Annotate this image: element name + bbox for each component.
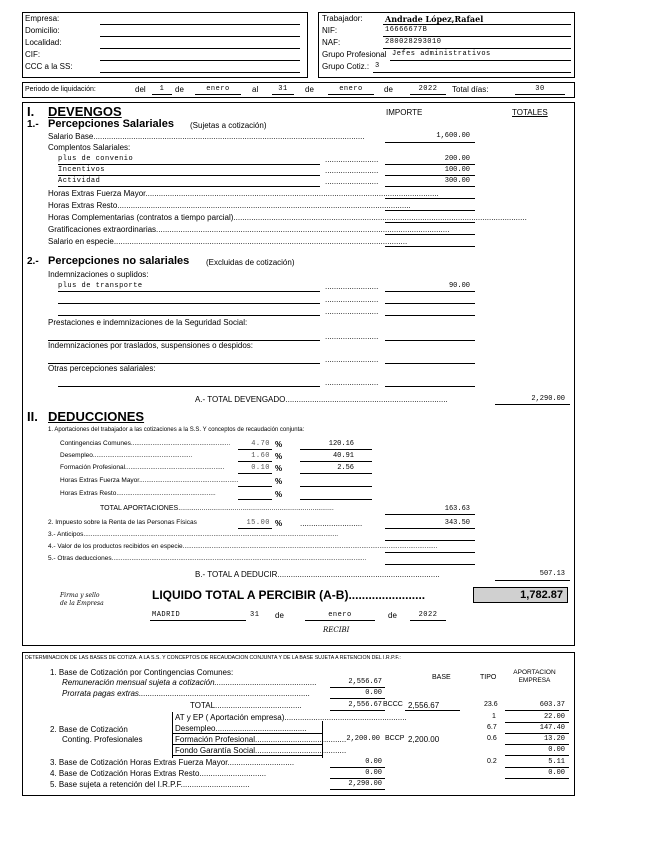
aportacion-pct: 0.10 (251, 464, 270, 472)
especie-label: 4.- Valor de los productos recibidos en especie............................................................................................................................................. (48, 543, 438, 550)
s1-title: Percepciones Salariales (48, 118, 174, 130)
irpf-label: 2. Impuesto sobre la Renta de las Personas Físicas (48, 519, 197, 526)
b2-item: AT y EP ( Aportación empresa)....................................................... (175, 713, 407, 722)
devengo-item: Salario en especie.................................................................................................................................... (48, 237, 408, 246)
indemn-label: Indemnizaciones o suplidos: (48, 270, 149, 279)
s2-sub: (Excluidas de cotización) (206, 258, 295, 267)
date-day: 31 (250, 611, 260, 619)
s2-num: 2.- (27, 256, 39, 267)
b3-label: 3. Base de Cotización Horas Extras Fuerza Mayor.............................. (50, 758, 295, 767)
date-de: de (275, 611, 284, 620)
irpf-value: 343.50 (444, 519, 470, 527)
b2-tipo: 6.7 (487, 724, 497, 731)
bccc-label: BCCC (383, 701, 403, 708)
b4-label: 4. Base de Cotización Horas Extras Resto.............................. (50, 769, 267, 778)
rem-label: Remuneración mensual sujeta a cotización.............................................. (62, 678, 317, 687)
bccc-aport: 603.37 (539, 701, 565, 709)
period-year: 2022 (418, 85, 438, 93)
aportacion-pct: 1.60 (251, 452, 270, 460)
recibi-label: RECIBI (323, 626, 350, 634)
totales-header: TOTALES (512, 108, 548, 117)
importe-header: IMPORTE (386, 108, 423, 117)
col-base: BASE (432, 674, 451, 681)
company-label: CCC a la SS: (25, 62, 73, 71)
liquido-value: 1,782.87 (473, 587, 568, 603)
total-bases-value: 2,556.67 (348, 701, 382, 709)
pct-sign: % (275, 519, 283, 528)
rem-value: 2,556.67 (348, 678, 382, 686)
b1-label: 1. Base de Cotización por Contingencias Comunes: (50, 668, 234, 677)
b2-tipo: 0.6 (487, 735, 497, 742)
firma-label: de la Empresa (60, 600, 104, 607)
trabajador-label: Trabajador: (322, 14, 363, 23)
pct-sign: % (275, 490, 283, 499)
company-label: Localidad: (25, 38, 62, 47)
col-aport: APORTACION (513, 669, 556, 676)
s1-sub: (Sujetas a cotización) (190, 121, 267, 130)
b2-item: Desempleo......................................... (175, 724, 307, 733)
grupo-cotiz-value: 3 (375, 62, 380, 70)
prorrata-value: 0.00 (365, 689, 382, 697)
b4-value: 0.00 (365, 769, 382, 777)
bccp-label: BCCP (385, 735, 405, 742)
complemento-label: Incentivos (58, 166, 106, 174)
devengo-item: Horas Complementarias (contratos a tiempo parcial).................................................................................................................................... (48, 213, 527, 222)
prestaciones-label: Prestaciones e indemnizaciones de la Seguridad Social: (48, 318, 248, 327)
complemento-value: 300.00 (444, 177, 470, 185)
b2-aport: 13.20 (543, 735, 565, 743)
anticipos-label: 3.- Anticipos............................................................................................................................................. (48, 531, 339, 538)
b4-aport: 0.00 (548, 769, 565, 777)
b2-aport: 147.40 (539, 724, 565, 732)
s2-title: Percepciones no salariales (48, 255, 190, 267)
b2-value: 2,200.00 (346, 735, 380, 743)
prorrata-label: Prorrata pagas extras............................................................................. (62, 689, 311, 698)
b2-label: 2. Base de Cotización (50, 725, 128, 734)
indemn-item: plus de transporte (58, 282, 143, 290)
total-aportaciones-value: 163.63 (444, 505, 470, 513)
aportacion-pct: 4.70 (251, 440, 270, 448)
b2-label: Conting. Profesionales (62, 735, 143, 744)
devengos-roman: I. (27, 104, 35, 119)
period-al: al (252, 85, 259, 94)
b3-value: 0.00 (365, 758, 382, 766)
deducciones-roman: II. (27, 409, 38, 424)
b2-tipo: 1 (492, 713, 496, 720)
grupo-prof-label: Grupo Profesional (322, 50, 387, 59)
b5-value: 2,290.00 (348, 780, 382, 788)
aportacion-label: Contingencias Comunes....................................................... (60, 440, 231, 447)
complemento-value: 200.00 (444, 155, 470, 163)
devengo-item: Horas Extras Fuerza Mayor.................................................................................................................................... (48, 189, 439, 198)
bccc-tipo: 23.6 (484, 701, 498, 708)
total-deducir-label: B.- TOTAL A DEDUCIR......................................................................... (195, 570, 440, 579)
bccc-value: 2,556.67 (408, 701, 440, 710)
b2-aport: 22.00 (543, 713, 565, 721)
col-aport: EMPRESA (518, 677, 551, 684)
nif-value: 16666677B (385, 26, 428, 34)
main-box (22, 102, 575, 646)
period-day-to: 31 (278, 85, 288, 93)
salario-base-label: Salario Base.......................................................................................................................... (48, 132, 365, 141)
pct-sign: % (275, 464, 283, 473)
pct-sign: % (275, 452, 283, 461)
aportaciones-heading: 1. Aportaciones del trabajador a las cotizaciones a la S.S. Y conceptos de recaudación conjunta: (48, 427, 305, 433)
complementos-label: Complentos Salariales: (48, 143, 131, 152)
complemento-label: Actividad (58, 177, 101, 185)
date-month: enero (328, 611, 352, 619)
devengo-item: Gratificaciones extraordinarias.................................................................................................................................... (48, 225, 450, 234)
naf-label: NAF: (322, 38, 341, 47)
total-dias-label: Total días: (452, 85, 489, 94)
total-devengado-label: A.- TOTAL DEVENGADO......................................................................... (195, 395, 448, 404)
traslados-label: Indemnizaciones por traslados, suspensiones o despidos: (48, 341, 254, 350)
naf-value: 280028293010 (385, 38, 442, 46)
bases-heading: DETERMINACION DE LAS BASES DE COTIZA. A LA S.S. Y CONCEPTOS DE RECAUDACION CONJUNTA Y DE LA BASE SUJETA A RETENCION DEL I.R.P.F.: (25, 655, 401, 661)
firma-label: Firma y sello (60, 592, 100, 599)
otras-deducciones-label: 5.- Otras deducciones............................................................................................................................................. (48, 555, 367, 562)
liquido-label: LIQUIDO TOTAL A PERCIBIR (A-B)....................... (152, 588, 426, 602)
s1-num: 1.- (27, 119, 39, 130)
b2-item: Formación Profesional......................................... (175, 735, 347, 744)
aportacion-value: 2.56 (337, 464, 354, 472)
total-deducir-value: 507.13 (539, 570, 565, 578)
indemn-value: 90.00 (448, 282, 470, 290)
aportacion-label: Horas Extras Resto....................................................... (60, 490, 216, 497)
devengos-title: DEVENGOS (48, 104, 122, 119)
period-month-to: enero (339, 85, 363, 93)
company-label: Domicilio: (25, 26, 60, 35)
complemento-value: 100.00 (444, 166, 470, 174)
period-month-from: enero (206, 85, 230, 93)
pct-sign: % (275, 477, 283, 486)
salario-base-value: 1,600.00 (436, 132, 470, 140)
b5-label: 5. Base sujeta a retención del I.R.P.F............................... (50, 780, 250, 789)
date-year: 2022 (418, 611, 438, 619)
trabajador-value: Andrade López,Rafael (385, 14, 484, 24)
bccp-value: 2,200.00 (408, 735, 440, 744)
period-de: de (175, 85, 184, 94)
date-de: de (388, 611, 397, 620)
total-bases-label: TOTAL....................................... (190, 701, 302, 710)
devengo-item: Horas Extras Resto.................................................................................................................................... (48, 201, 411, 210)
grupo-prof-value: Jefes administrativos (392, 50, 491, 58)
period-day-from: 1 (159, 85, 165, 93)
pct-sign: % (275, 440, 283, 449)
irpf-pct: 15.00 (246, 519, 270, 527)
company-label: Empresa: (25, 14, 60, 23)
period-label: Periodo de liquidación: (25, 86, 96, 93)
period-del: del (135, 85, 146, 94)
aportacion-value: 40.91 (332, 452, 354, 460)
city: MADRID (152, 611, 181, 619)
aportacion-label: Horas Extras Fuerza Mayor....................................................... (60, 477, 239, 484)
b3-aport: 5.11 (548, 758, 565, 766)
period-de: de (384, 85, 393, 94)
col-tipo: TIPO (480, 674, 497, 681)
deducciones-title: DEDUCCIONES (48, 409, 145, 424)
period-box (22, 82, 575, 98)
otras-label: Otras percepciones salariales: (48, 364, 156, 373)
nif-label: NIF: (322, 26, 338, 35)
b3-tipo: 0.2 (487, 758, 497, 765)
b2-aport: 0.00 (548, 746, 565, 754)
aportacion-label: Desempleo....................................................... (60, 452, 193, 459)
aportacion-label: Formación Profesional....................................................... (60, 464, 225, 471)
company-label: CIF: (25, 50, 41, 59)
aportacion-value: 120.16 (328, 440, 354, 448)
grupo-cotiz-label: Grupo Cotiz.: (322, 62, 370, 71)
complemento-label: plus de convenio (58, 155, 134, 163)
b2-item: Fondo Garantía Social......................................... (175, 746, 347, 755)
total-dias-value: 30 (535, 85, 545, 93)
total-devengado-value: 2,290.00 (531, 395, 565, 403)
total-aportaciones-label: TOTAL APORTACIONES................................................................................ (100, 505, 334, 512)
period-de: de (305, 85, 314, 94)
